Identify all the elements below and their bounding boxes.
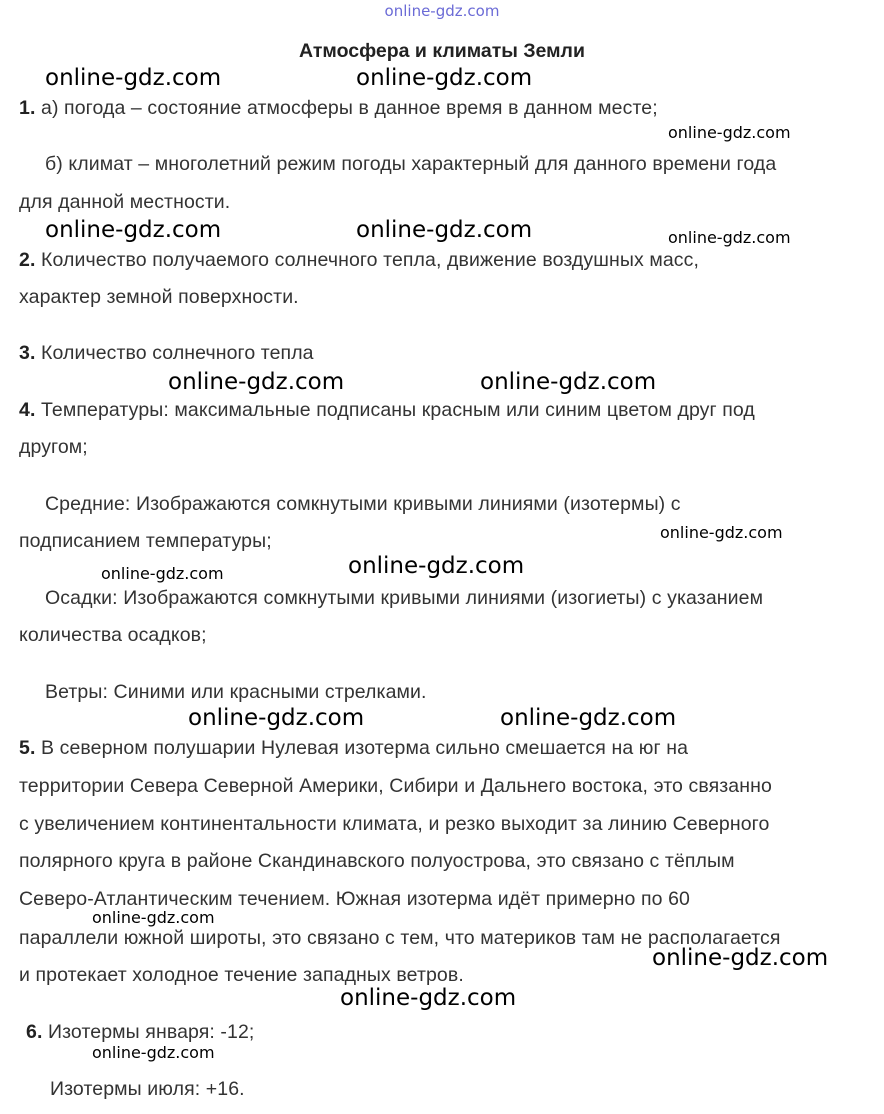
watermark: online-gdz.com <box>500 705 677 731</box>
answer-4-line-5: Осадки: Изображаются сомкнутыми кривыми линиями (изогиеты) с указанием <box>45 587 764 609</box>
answer-4-line-4: подписанием температуры; <box>19 530 272 552</box>
watermark: online-gdz.com <box>668 228 791 247</box>
answer-6-line-2: Изотермы июля: +16. <box>50 1078 245 1100</box>
answer-4-line-6: количества осадков; <box>19 624 207 646</box>
watermark: online-gdz.com <box>340 985 517 1011</box>
answer-2-line-2: характер земной поверхности. <box>19 286 299 308</box>
answer-4-line-2: другом; <box>19 436 88 458</box>
answer-5-line-6: параллели южной широты, это связано с тем, что материков там не располагается <box>19 927 781 949</box>
watermark: online-gdz.com <box>92 1043 215 1062</box>
answer-4-line-1 <box>19 399 755 422</box>
answer-6-text-1: Изотермы января: -12; <box>48 1021 255 1043</box>
answer-5-line-1 <box>19 737 688 760</box>
answer-3-text-1: Количество солнечного тепла <box>41 342 314 364</box>
answer-1-line-1 <box>19 97 658 120</box>
watermark: online-gdz.com <box>45 217 222 243</box>
answer-5-text-1: В северном полушарии Нулевая изотерма сильно смешается на юг на <box>41 737 689 759</box>
watermark: online-gdz.com <box>660 523 783 542</box>
watermark: online-gdz.com <box>356 65 533 91</box>
answer-5-line-4: полярного круга в районе Скандинавского полуострова, это связано с тёплым <box>19 850 735 872</box>
answer-2-number: 2. <box>19 249 36 271</box>
header-watermark: online-gdz.com <box>384 2 500 20</box>
answer-1-number: 1. <box>19 97 36 119</box>
answer-5-number: 5. <box>19 737 36 759</box>
watermark: online-gdz.com <box>168 369 345 395</box>
answer-4-number: 4. <box>19 399 36 421</box>
answer-5-line-3: с увеличением континентальности климата, и резко выходит за линию Северного <box>19 813 770 835</box>
watermark: online-gdz.com <box>101 564 224 583</box>
answer-4-text-1: Температуры: максимальные подписаны красным или синим цветом друг под <box>41 399 755 421</box>
watermark: online-gdz.com <box>668 123 791 142</box>
answer-3-line-1 <box>19 342 314 365</box>
answer-6-number: 6. <box>26 1021 43 1043</box>
answer-5-line-2: территории Севера Северной Америки, Сибири и Дальнего востока, это связанно <box>19 775 772 797</box>
answer-1-text-1: а) погода – состояние атмосферы в данное время в данном месте; <box>41 97 658 119</box>
answer-6-line-1 <box>26 1021 254 1044</box>
answer-4-line-3: Средние: Изображаются сомкнутыми кривыми линиями (изотермы) с <box>45 493 681 515</box>
watermark: online-gdz.com <box>480 369 657 395</box>
page-title: Атмосфера и климаты Земли <box>299 40 585 62</box>
answer-2-text-1: Количество получаемого солнечного тепла, движение воздушных масс, <box>41 249 700 271</box>
watermark: online-gdz.com <box>92 908 215 927</box>
answer-3-number: 3. <box>19 342 36 364</box>
watermark: online-gdz.com <box>188 705 365 731</box>
answer-2-line-1 <box>19 249 699 272</box>
answer-1-line-2: б) климат – многолетний режим погоды характерный для данного времени года <box>45 153 777 175</box>
watermark: online-gdz.com <box>348 553 525 579</box>
answer-4-line-7: Ветры: Синими или красными стрелками. <box>45 681 427 703</box>
watermark: online-gdz.com <box>45 65 222 91</box>
watermark: online-gdz.com <box>356 217 533 243</box>
answer-1-line-3: для данной местности. <box>19 191 231 213</box>
watermark: online-gdz.com <box>652 945 829 971</box>
answer-5-line-5: Северо-Атлантическим течением. Южная изотерма идёт примерно по 60 <box>19 888 690 910</box>
answer-5-line-7: и протекает холодное течение западных ветров. <box>19 964 464 986</box>
